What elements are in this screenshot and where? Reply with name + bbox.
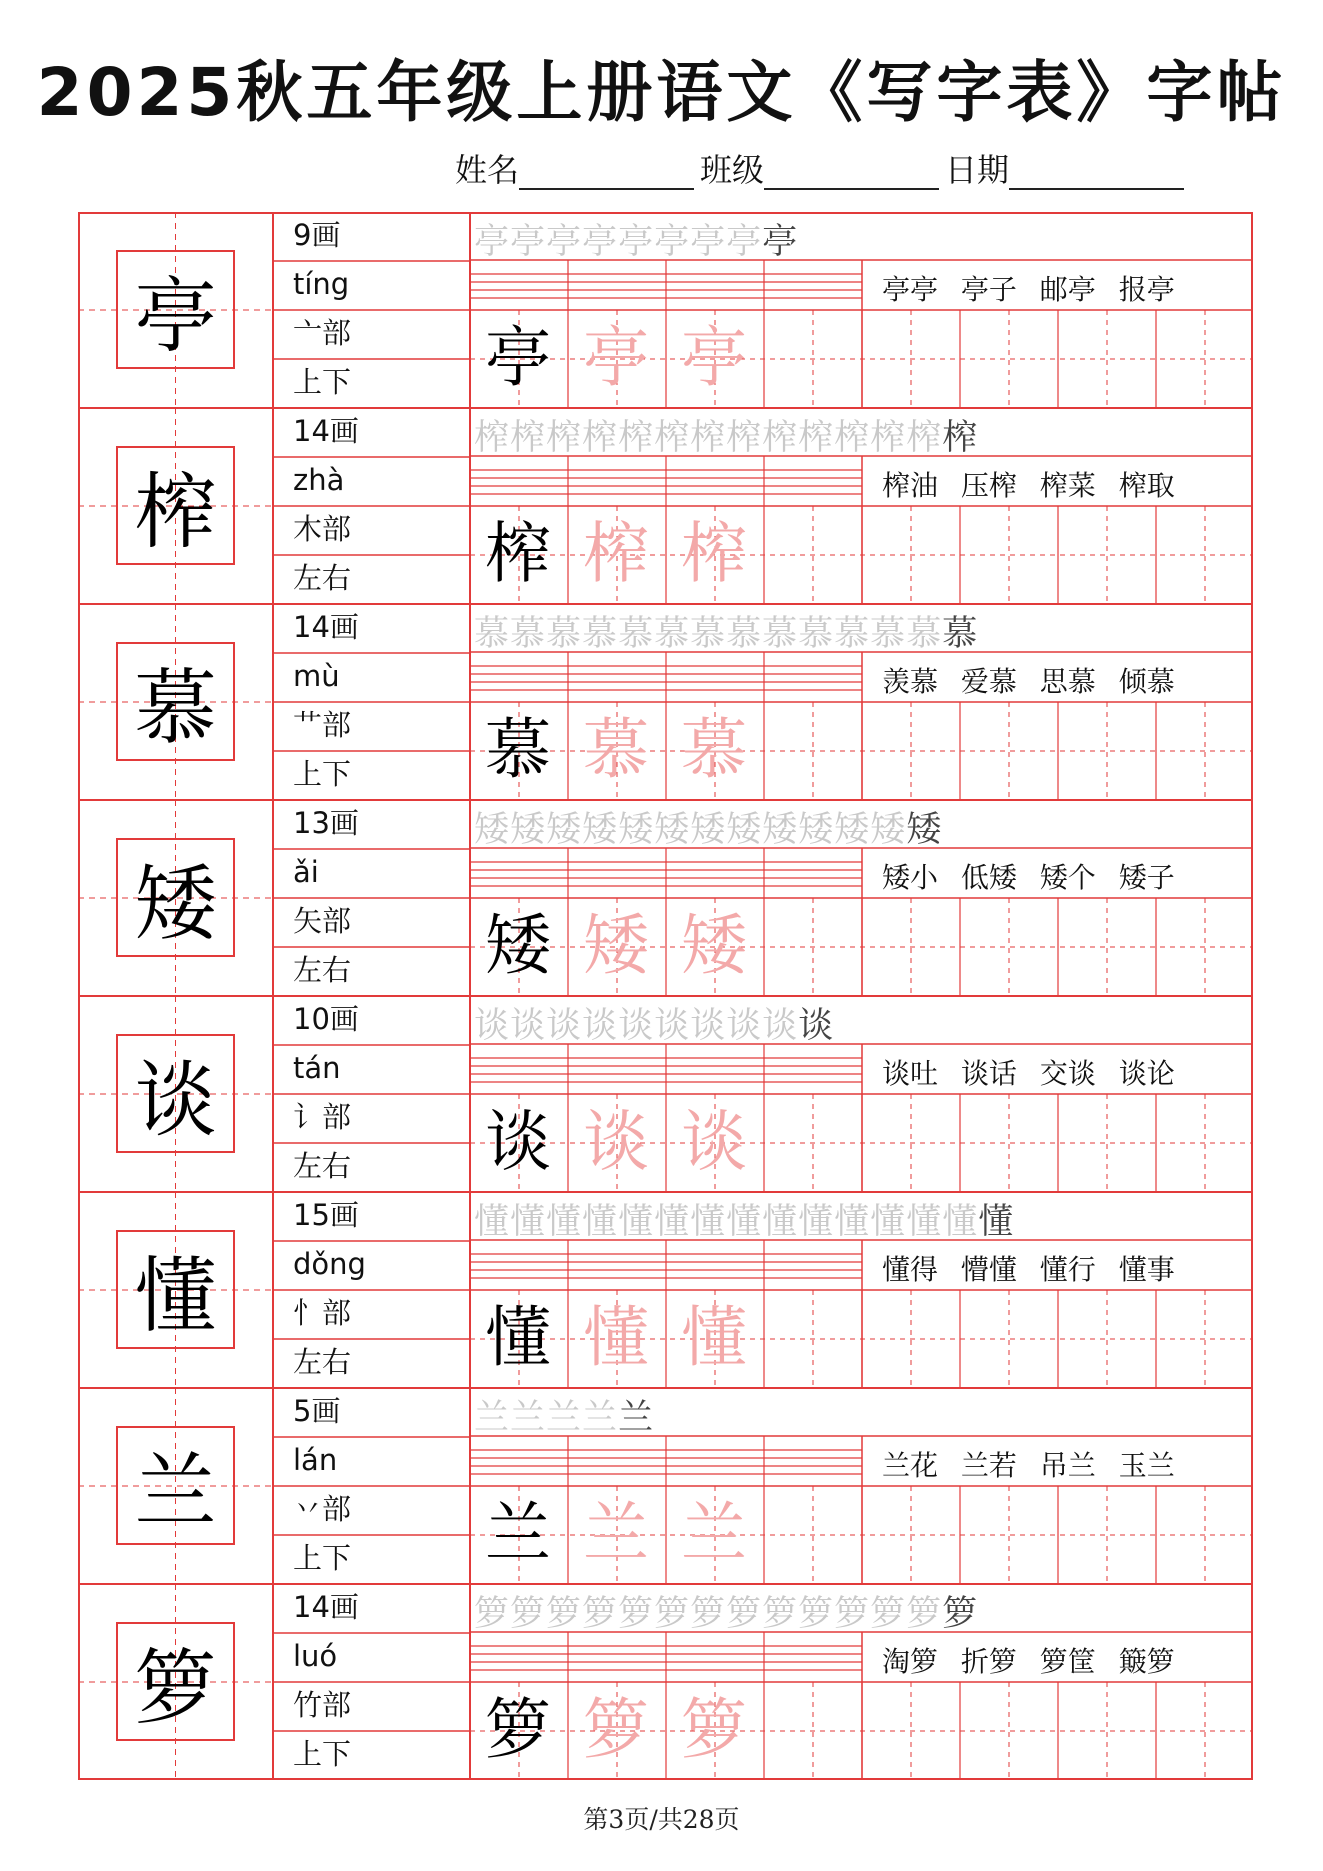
class-label: 班级 xyxy=(700,151,765,189)
model-character: 矮 xyxy=(485,907,551,984)
stroke-step: 兰 xyxy=(546,1398,583,1438)
field-pinyin: tíng xyxy=(293,267,350,301)
example-words: 懂得 懵懂 懂行 懂事 xyxy=(882,1253,1175,1286)
field-strokes: 14画 xyxy=(293,1590,359,1624)
model-character: 懂 xyxy=(485,1299,551,1376)
stroke-step: 榨 xyxy=(474,418,511,458)
trace-character: 矮 xyxy=(681,907,747,984)
stroke-step: 箩 xyxy=(510,1594,547,1634)
stroke-step: 慕 xyxy=(510,614,547,654)
stroke-step: 亭 xyxy=(546,222,583,262)
stroke-step: 懂 xyxy=(582,1202,619,1242)
stroke-step: 箩 xyxy=(582,1594,619,1634)
example-words: 淘箩 折箩 箩筐 簸箩 xyxy=(882,1645,1175,1678)
field-structure: 上下 xyxy=(293,1541,352,1575)
stroke-step: 箩 xyxy=(942,1594,979,1634)
example-words: 兰花 兰若 吊兰 玉兰 xyxy=(882,1449,1175,1482)
trace-character: 懂 xyxy=(681,1299,747,1376)
stroke-step: 懂 xyxy=(474,1202,511,1242)
stroke-step: 箩 xyxy=(870,1594,907,1634)
stroke-step: 箩 xyxy=(798,1594,835,1634)
stroke-step: 慕 xyxy=(690,614,727,654)
stroke-step: 矮 xyxy=(798,810,835,850)
student-info xyxy=(455,150,1190,190)
stroke-step: 慕 xyxy=(798,614,835,654)
trace-character: 谈 xyxy=(681,1103,747,1180)
stroke-step: 矮 xyxy=(762,810,799,850)
field-strokes: 10画 xyxy=(293,1002,359,1036)
stroke-step: 谈 xyxy=(582,1006,619,1046)
stroke-step: 矮 xyxy=(726,810,763,850)
stroke-step: 慕 xyxy=(582,614,619,654)
stroke-order xyxy=(474,802,942,852)
stroke-step: 榨 xyxy=(690,418,727,458)
field-strokes: 5画 xyxy=(293,1394,341,1428)
stroke-step: 亭 xyxy=(582,222,619,262)
page-title: 2025秋五年级上册语文《写字表》字帖 xyxy=(36,54,1287,131)
stroke-step: 谈 xyxy=(726,1006,763,1046)
stroke-step: 谈 xyxy=(510,1006,547,1046)
stroke-step: 懂 xyxy=(690,1202,727,1242)
stroke-step: 亭 xyxy=(762,222,799,262)
date-label: 日期 xyxy=(945,151,1010,189)
stroke-step: 矮 xyxy=(474,810,511,850)
stroke-step: 亭 xyxy=(690,222,727,262)
model-character: 箩 xyxy=(485,1691,551,1768)
stroke-step: 榨 xyxy=(834,418,871,458)
trace-character: 榨 xyxy=(583,515,649,592)
stroke-step: 矮 xyxy=(510,810,547,850)
trace-character: 懂 xyxy=(583,1299,649,1376)
stroke-step: 榨 xyxy=(906,418,943,458)
stroke-step: 亭 xyxy=(726,222,763,262)
stroke-step: 懂 xyxy=(618,1202,655,1242)
field-pinyin: zhà xyxy=(293,463,345,497)
stroke-step: 兰 xyxy=(510,1398,547,1438)
field-radical: 丷部 xyxy=(293,1492,352,1526)
trace-character: 慕 xyxy=(583,711,649,788)
stroke-step: 箩 xyxy=(618,1594,655,1634)
field-radical: 木部 xyxy=(293,512,352,546)
stroke-step: 榨 xyxy=(582,418,619,458)
stroke-step: 矮 xyxy=(654,810,691,850)
main-character: 谈 xyxy=(116,1034,235,1153)
stroke-step: 亭 xyxy=(474,222,511,262)
field-structure: 上下 xyxy=(293,365,352,399)
field-strokes: 14画 xyxy=(293,610,359,644)
stroke-step: 谈 xyxy=(474,1006,511,1046)
stroke-step: 榨 xyxy=(870,418,907,458)
name-blank xyxy=(519,158,694,190)
main-character: 矮 xyxy=(116,838,235,957)
stroke-step: 箩 xyxy=(762,1594,799,1634)
field-pinyin: mù xyxy=(293,659,340,693)
stroke-order xyxy=(474,606,978,656)
model-character: 慕 xyxy=(485,711,551,788)
stroke-step: 谈 xyxy=(690,1006,727,1046)
stroke-order xyxy=(474,1194,1014,1244)
stroke-step: 箩 xyxy=(690,1594,727,1634)
example-words: 羡慕 爱慕 思慕 倾慕 xyxy=(882,665,1175,698)
name-label: 姓名 xyxy=(455,151,520,189)
stroke-step: 兰 xyxy=(474,1398,511,1438)
model-character: 亭 xyxy=(485,319,551,396)
field-structure: 左右 xyxy=(293,1149,352,1183)
stroke-step: 慕 xyxy=(654,614,691,654)
stroke-step: 箩 xyxy=(906,1594,943,1634)
field-radical: 忄部 xyxy=(293,1296,352,1330)
field-structure: 上下 xyxy=(293,1737,352,1771)
stroke-step: 懂 xyxy=(726,1202,763,1242)
main-character: 箩 xyxy=(116,1622,235,1741)
main-character: 亭 xyxy=(116,250,235,369)
stroke-step: 慕 xyxy=(834,614,871,654)
stroke-step: 亭 xyxy=(654,222,691,262)
field-structure: 左右 xyxy=(293,1345,352,1379)
stroke-step: 箩 xyxy=(654,1594,691,1634)
stroke-step: 榨 xyxy=(726,418,763,458)
field-pinyin: luó xyxy=(293,1639,338,1673)
stroke-step: 箩 xyxy=(546,1594,583,1634)
stroke-order xyxy=(474,1390,654,1440)
field-structure: 上下 xyxy=(293,757,352,791)
stroke-step: 兰 xyxy=(618,1398,655,1438)
stroke-step: 兰 xyxy=(582,1398,619,1438)
field-pinyin: dǒng xyxy=(293,1247,366,1281)
stroke-step: 慕 xyxy=(762,614,799,654)
model-character: 榨 xyxy=(485,515,551,592)
stroke-order xyxy=(474,410,978,460)
stroke-step: 矮 xyxy=(906,810,943,850)
stroke-step: 榨 xyxy=(654,418,691,458)
stroke-step: 慕 xyxy=(474,614,511,654)
trace-character: 慕 xyxy=(681,711,747,788)
stroke-step: 懂 xyxy=(870,1202,907,1242)
stroke-step: 矮 xyxy=(582,810,619,850)
trace-character: 榨 xyxy=(681,515,747,592)
stroke-step: 懂 xyxy=(834,1202,871,1242)
trace-character: 箩 xyxy=(583,1691,649,1768)
field-radical: 竹部 xyxy=(293,1688,352,1722)
example-words: 榨油 压榨 榨菜 榨取 xyxy=(882,469,1175,502)
trace-character: 亭 xyxy=(583,319,649,396)
stroke-step: 慕 xyxy=(618,614,655,654)
field-strokes: 14画 xyxy=(293,414,359,448)
model-character: 兰 xyxy=(485,1495,551,1572)
example-words: 谈吐 谈话 交谈 谈论 xyxy=(882,1057,1175,1090)
stroke-step: 懂 xyxy=(654,1202,691,1242)
stroke-step: 懂 xyxy=(942,1202,979,1242)
main-character: 慕 xyxy=(116,642,235,761)
trace-character: 箩 xyxy=(681,1691,747,1768)
stroke-step: 慕 xyxy=(726,614,763,654)
field-strokes: 9画 xyxy=(293,218,341,252)
stroke-step: 榨 xyxy=(798,418,835,458)
stroke-step: 箩 xyxy=(474,1594,511,1634)
example-words: 亭亭 亭子 邮亭 报亭 xyxy=(882,273,1175,306)
field-pinyin: ǎi xyxy=(293,855,319,889)
stroke-step: 懂 xyxy=(906,1202,943,1242)
field-radical: 矢部 xyxy=(293,904,352,938)
stroke-step: 懂 xyxy=(510,1202,547,1242)
stroke-step: 榨 xyxy=(618,418,655,458)
stroke-step: 慕 xyxy=(942,614,979,654)
field-radical: 亠部 xyxy=(293,316,352,350)
trace-character: 谈 xyxy=(583,1103,649,1180)
stroke-step: 榨 xyxy=(762,418,799,458)
field-radical: 讠部 xyxy=(293,1100,352,1134)
stroke-step: 慕 xyxy=(906,614,943,654)
trace-character: 矮 xyxy=(583,907,649,984)
field-strokes: 15画 xyxy=(293,1198,359,1232)
stroke-step: 懂 xyxy=(762,1202,799,1242)
stroke-order xyxy=(474,214,798,264)
stroke-step: 榨 xyxy=(942,418,979,458)
field-pinyin: lán xyxy=(293,1443,338,1477)
stroke-step: 懂 xyxy=(798,1202,835,1242)
stroke-step: 亭 xyxy=(510,222,547,262)
field-structure: 左右 xyxy=(293,953,352,987)
main-character: 榨 xyxy=(116,446,235,565)
stroke-step: 谈 xyxy=(798,1006,835,1046)
field-structure: 左右 xyxy=(293,561,352,595)
stroke-step: 慕 xyxy=(546,614,583,654)
stroke-step: 谈 xyxy=(618,1006,655,1046)
example-words: 矮小 低矮 矮个 矮子 xyxy=(882,861,1175,894)
main-character: 懂 xyxy=(116,1230,235,1349)
stroke-step: 箩 xyxy=(726,1594,763,1634)
stroke-step: 懂 xyxy=(546,1202,583,1242)
stroke-step: 榨 xyxy=(546,418,583,458)
field-radical: 艹部 xyxy=(293,708,352,742)
field-pinyin: tán xyxy=(293,1051,341,1085)
stroke-step: 矮 xyxy=(870,810,907,850)
stroke-order xyxy=(474,998,834,1048)
trace-character: 兰 xyxy=(681,1495,747,1572)
stroke-step: 箩 xyxy=(834,1594,871,1634)
stroke-step: 矮 xyxy=(834,810,871,850)
stroke-step: 慕 xyxy=(870,614,907,654)
stroke-order xyxy=(474,1586,978,1636)
stroke-step: 榨 xyxy=(510,418,547,458)
page-number: 第3页/共28页 xyxy=(583,1805,740,1834)
stroke-step: 谈 xyxy=(654,1006,691,1046)
stroke-step: 矮 xyxy=(618,810,655,850)
class-blank xyxy=(764,158,939,190)
date-blank xyxy=(1009,158,1184,190)
main-character: 兰 xyxy=(116,1426,235,1545)
stroke-step: 懂 xyxy=(978,1202,1015,1242)
trace-character: 兰 xyxy=(583,1495,649,1572)
field-strokes: 13画 xyxy=(293,806,359,840)
model-character: 谈 xyxy=(485,1103,551,1180)
stroke-step: 矮 xyxy=(546,810,583,850)
stroke-step: 谈 xyxy=(762,1006,799,1046)
stroke-step: 矮 xyxy=(690,810,727,850)
stroke-step: 亭 xyxy=(618,222,655,262)
trace-character: 亭 xyxy=(681,319,747,396)
stroke-step: 谈 xyxy=(546,1006,583,1046)
